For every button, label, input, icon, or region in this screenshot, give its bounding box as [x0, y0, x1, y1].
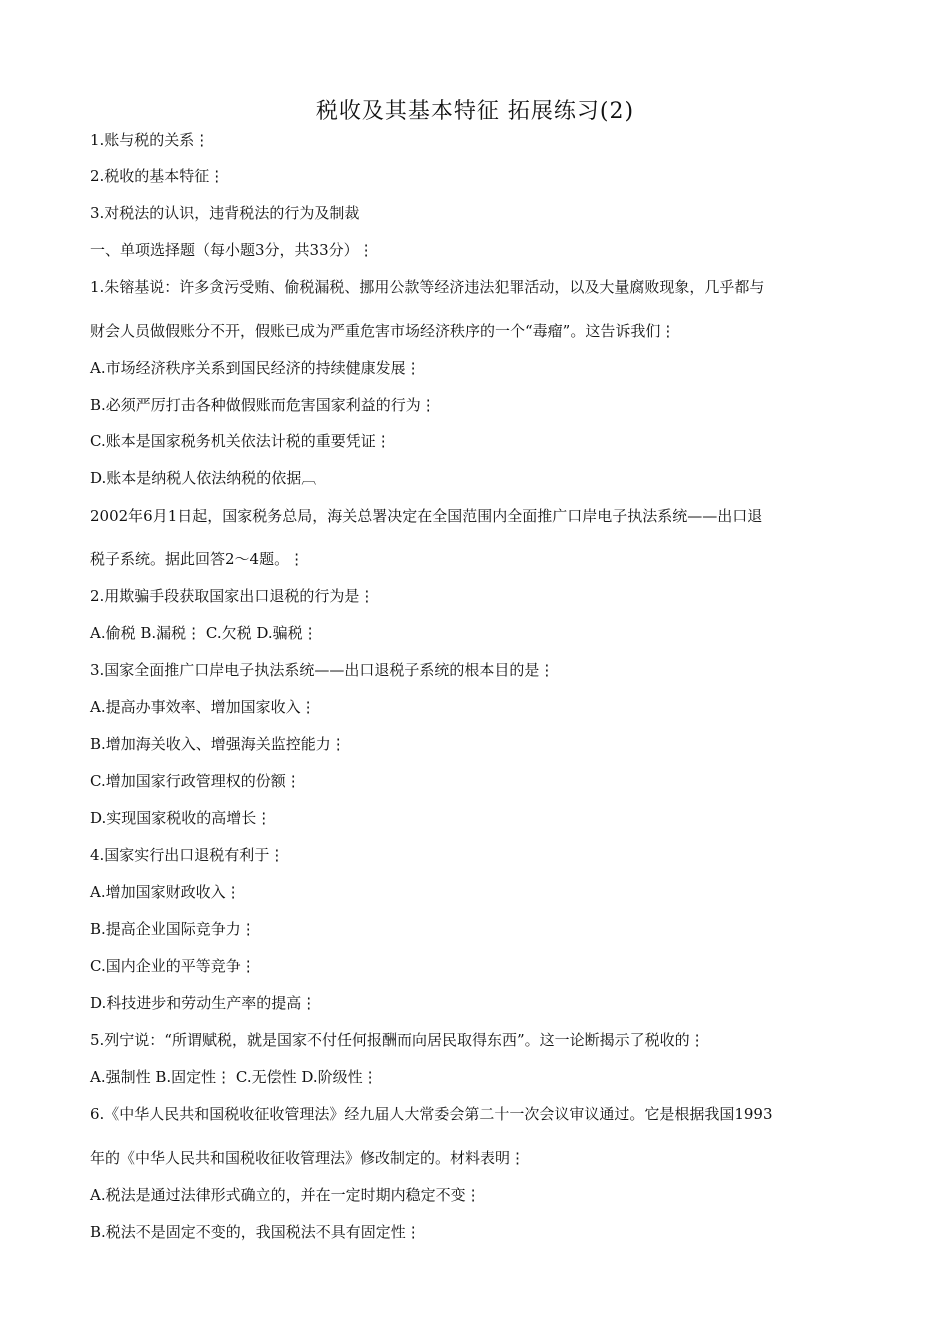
- answer-option: B.税法不是固定不变的，我国税法不具有固定性⋮: [90, 1223, 421, 1241]
- answer-option: A.增加国家财政收入⋮: [90, 883, 241, 901]
- question-text: 税子系统。据此回答2～4题。⋮: [90, 550, 305, 568]
- section-heading: 一、单项选择题（每小题3分，共33分）⋮: [90, 241, 374, 259]
- answer-option: A.市场经济秩序关系到国民经济的持续健康发展⋮: [90, 359, 421, 377]
- text-line: 1.账与税的关系⋮: [90, 131, 210, 149]
- question-text: 年的《中华人民共和国税收征收管理法》修改制定的。材料表明⋮: [90, 1149, 526, 1167]
- text-line: 3.对税法的认识，违背税法的行为及制裁: [90, 204, 360, 222]
- question-text: 6.《中华人民共和国税收征收管理法》经九届人大常委会第二十一次会议审议通过。它是根据我国1993: [90, 1105, 773, 1123]
- answer-option: B.必须严厉打击各种做假账而危害国家利益的行为⋮: [90, 396, 436, 414]
- answer-option: D.账本是纳税人依法纳税的依据︹: [90, 469, 317, 487]
- text-line: 2.税收的基本特征⋮: [90, 167, 225, 185]
- question-text: 4.国家实行出口退税有利于⋮: [90, 846, 285, 864]
- question-text: 2002年6月1日起，国家税务总局，海关总署决定在全国范围内全面推广口岸电子执法系统——出口退: [90, 507, 763, 525]
- answer-option: A.提高办事效率、增加国家收入⋮: [90, 698, 316, 716]
- answer-options-inline: A.强制性 B.固定性⋮ C.无偿性 D.阶级性⋮: [90, 1068, 378, 1086]
- answer-option: C.增加国家行政管理权的份额⋮: [90, 772, 301, 790]
- question-text: 2.用欺骗手段获取国家出口退税的行为是⋮: [90, 587, 375, 605]
- question-text: 3.国家全面推广口岸电子执法系统——出口退税子系统的根本目的是⋮: [90, 661, 555, 679]
- page-title: 税收及其基本特征 拓展练习(2): [315, 99, 635, 124]
- question-text: 5.列宁说：“所谓赋税，就是国家不付任何报酬而向居民取得东西”。这一论断揭示了税收的⋮: [90, 1031, 705, 1049]
- answer-options-inline: A.偷税 B.漏税⋮ C.欠税 D.骗税⋮: [90, 624, 318, 642]
- question-text: 财会人员做假账分不开，假账已成为严重危害市场经济秩序的一个“毒瘤”。这告诉我们⋮: [90, 322, 676, 340]
- answer-option: D.实现国家税收的高增长⋮: [90, 809, 272, 827]
- answer-option: C.账本是国家税务机关依法计税的重要凭证⋮: [90, 432, 391, 450]
- answer-option: D.科技进步和劳动生产率的提高⋮: [90, 994, 317, 1012]
- answer-option: B.提高企业国际竞争力⋮: [90, 920, 256, 938]
- question-text: 1.朱镕基说：许多贪污受贿、偷税漏税、挪用公款等经济违法犯罪活动，以及大量腐败现象，几乎都与: [90, 278, 765, 296]
- answer-option: C.国内企业的平等竞争⋮: [90, 957, 256, 975]
- answer-option: B.增加海关收入、增强海关监控能力⋮: [90, 735, 346, 753]
- answer-option: A.税法是通过法律形式确立的，并在一定时期内稳定不变⋮: [90, 1186, 481, 1204]
